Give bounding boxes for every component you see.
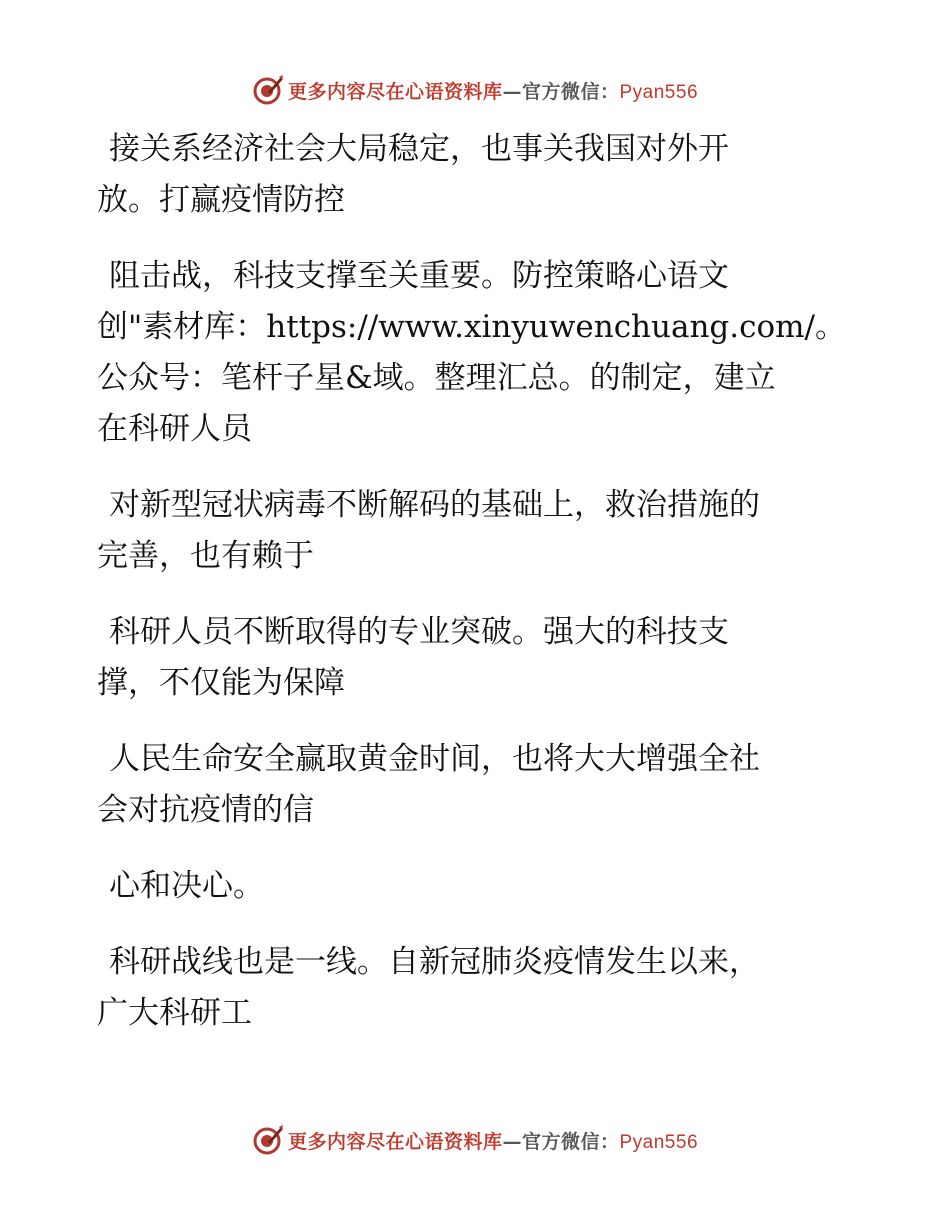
paragraph-line: 科研战线也是一线。自新冠肺炎疫情发生以来， <box>109 944 760 980</box>
paragraph-line: 撑，不仅能为保障 <box>97 665 345 701</box>
paragraph-line: 在科研人员 <box>97 411 252 447</box>
banner-wechat-label: —官方微信： <box>502 1130 620 1153</box>
footer-banner <box>0 1120 950 1160</box>
header-banner <box>0 70 950 110</box>
paragraph-line: 对新型冠状病毒不断解码的基础上，救治措施的 <box>109 487 760 523</box>
banner-title: 更多内容尽在心语资料库 <box>287 80 503 103</box>
banner-wechat-handle: Pyan556 <box>619 81 699 103</box>
paragraph-line: 科研人员不断取得的专业突破。强大的科技支 <box>109 614 729 650</box>
paragraph-line: 心和决心。 <box>109 868 264 904</box>
paragraph <box>97 734 837 836</box>
paragraph-line: 公众号：笔杆子星&域。整理汇总。的制定，建立 <box>97 360 776 396</box>
banner-wechat-handle: Pyan556 <box>619 1131 699 1153</box>
pen-quill-logo-icon <box>252 74 284 106</box>
paragraph <box>97 607 837 709</box>
banner-title: 更多内容尽在心语资料库 <box>287 1130 503 1153</box>
banner-label <box>288 77 698 104</box>
paragraph-line: 人民生命安全赢取黄金时间，也将大大增强全社 <box>109 741 760 777</box>
paragraph-line: 阻击战，科技支撑至关重要。防控策略心语文 <box>109 258 729 294</box>
paragraph-line: 完善，也有赖于 <box>97 538 314 574</box>
paragraph <box>97 480 837 582</box>
paragraph-line: 放。打赢疫情防控 <box>97 182 345 218</box>
pen-quill-logo-icon <box>252 1124 284 1156</box>
paragraph-line: 创"素材库：https://www.xinyuwenchuang.com/。 <box>97 309 846 345</box>
paragraph <box>97 937 837 1039</box>
paragraph-line: 接关系经济社会大局稳定，也事关我国对外开 <box>109 131 729 167</box>
paragraph-line: 广大科研工 <box>97 995 252 1031</box>
paragraph <box>97 124 837 226</box>
banner-label <box>288 1127 698 1154</box>
paragraph-line: 会对抗疫情的信 <box>97 792 314 828</box>
banner-wechat-label: —官方微信： <box>502 80 620 103</box>
document-body <box>97 124 846 1064</box>
paragraph <box>97 251 846 455</box>
paragraph <box>97 861 837 912</box>
